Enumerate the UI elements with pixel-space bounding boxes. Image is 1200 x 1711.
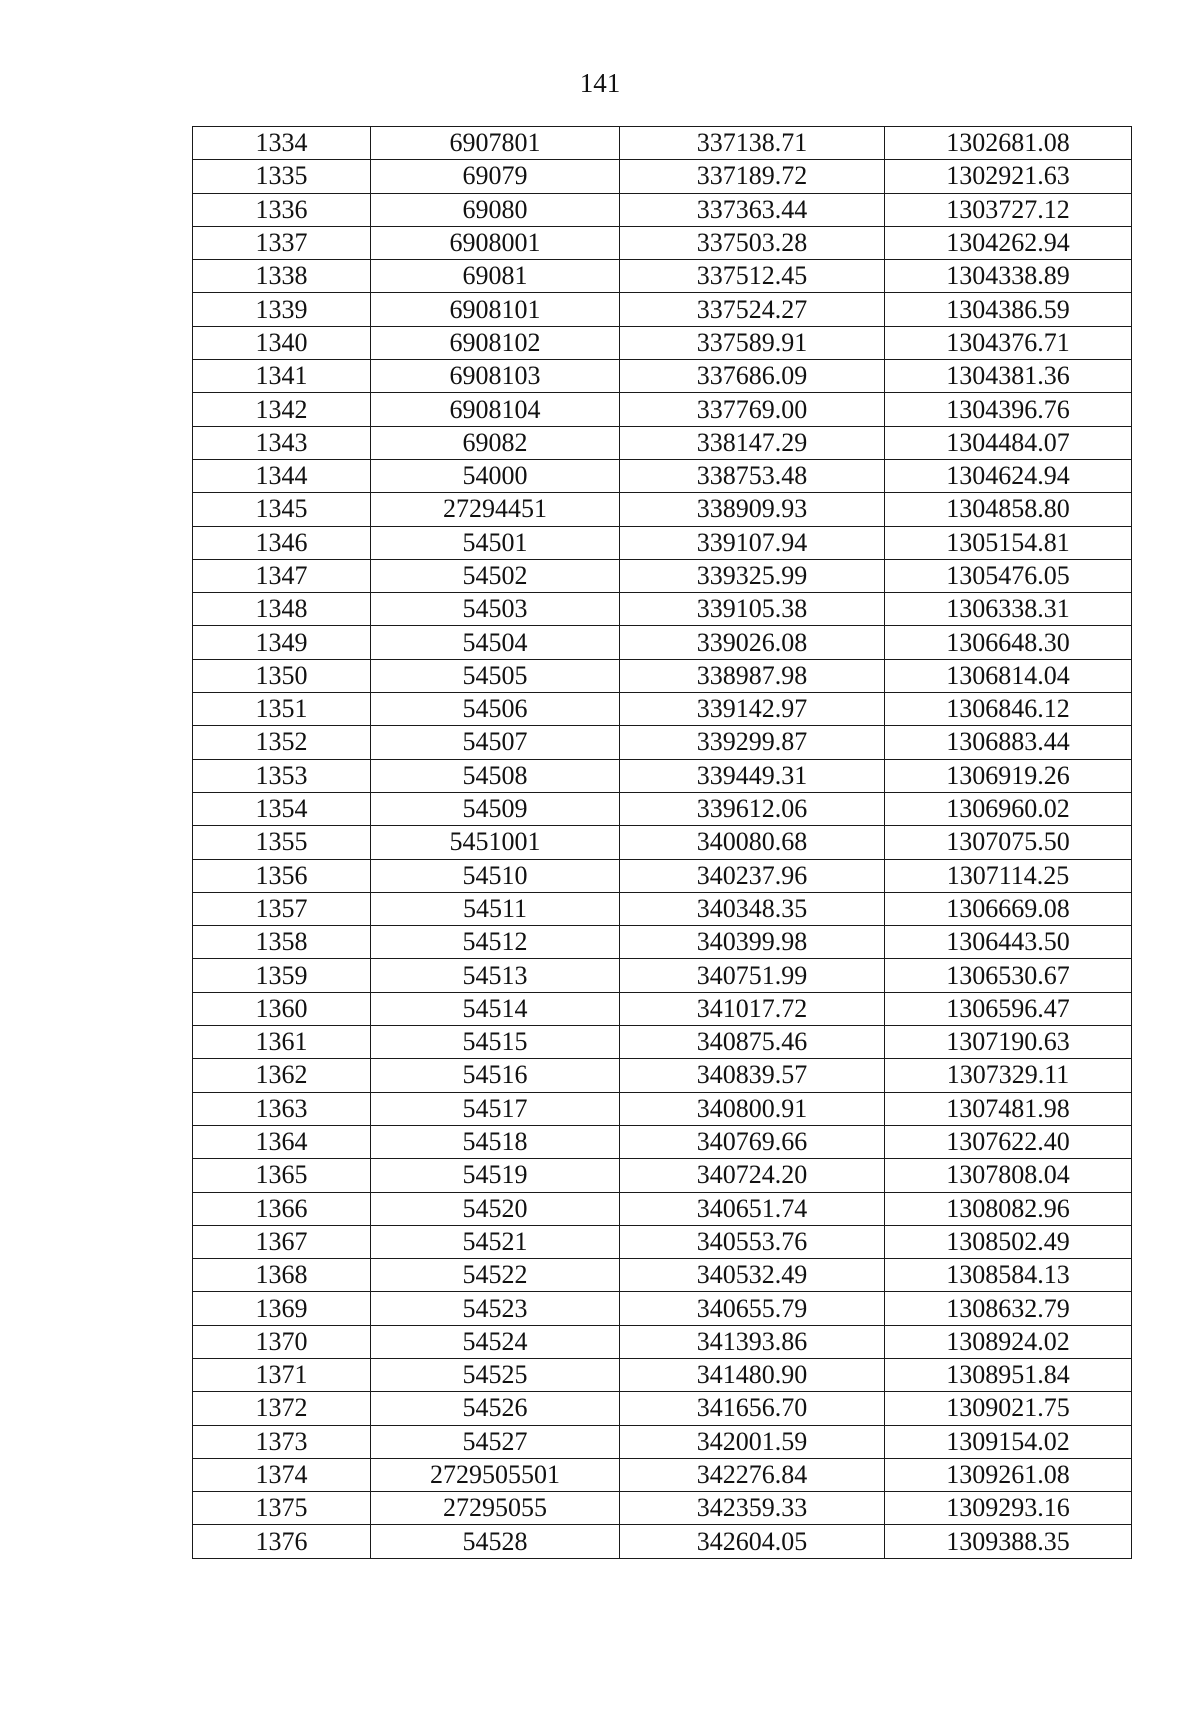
y-coordinate-cell: 1307481.98	[885, 1092, 1132, 1125]
x-coordinate-cell: 340800.91	[620, 1092, 885, 1125]
point-number-cell: 1369	[193, 1292, 371, 1325]
point-id-cell: 54520	[371, 1192, 620, 1225]
x-coordinate-cell: 340655.79	[620, 1292, 885, 1325]
table-row	[193, 892, 1132, 925]
point-number-cell: 1368	[193, 1259, 371, 1292]
table-row	[193, 759, 1132, 792]
x-coordinate-cell: 340875.46	[620, 1026, 885, 1059]
point-id-cell: 27295055	[371, 1492, 620, 1525]
point-id-cell: 69079	[371, 160, 620, 193]
x-coordinate-cell: 337503.28	[620, 226, 885, 259]
point-id-cell: 2729505501	[371, 1458, 620, 1491]
page-number: 141	[579, 68, 621, 98]
y-coordinate-cell: 1308502.49	[885, 1225, 1132, 1258]
point-id-cell: 6908101	[371, 293, 620, 326]
x-coordinate-cell: 341480.90	[620, 1358, 885, 1391]
point-number-cell: 1372	[193, 1392, 371, 1425]
table-row	[193, 1525, 1132, 1558]
y-coordinate-cell: 1304338.89	[885, 260, 1132, 293]
x-coordinate-cell: 340651.74	[620, 1192, 885, 1225]
y-coordinate-cell: 1306846.12	[885, 693, 1132, 726]
point-number-cell: 1349	[193, 626, 371, 659]
x-coordinate-cell: 338147.29	[620, 426, 885, 459]
y-coordinate-cell: 1306669.08	[885, 892, 1132, 925]
table-row	[193, 326, 1132, 359]
x-coordinate-cell: 342359.33	[620, 1492, 885, 1525]
point-id-cell: 6908103	[371, 360, 620, 393]
y-coordinate-cell: 1307329.11	[885, 1059, 1132, 1092]
point-number-cell: 1335	[193, 160, 371, 193]
table-row	[193, 1492, 1132, 1525]
point-number-cell: 1376	[193, 1525, 371, 1558]
point-number-cell: 1338	[193, 260, 371, 293]
point-number-cell: 1346	[193, 526, 371, 559]
x-coordinate-cell: 337363.44	[620, 193, 885, 226]
x-coordinate-cell: 339449.31	[620, 759, 885, 792]
y-coordinate-cell: 1306919.26	[885, 759, 1132, 792]
y-coordinate-cell: 1308951.84	[885, 1358, 1132, 1391]
point-number-cell: 1358	[193, 926, 371, 959]
y-coordinate-cell: 1305154.81	[885, 526, 1132, 559]
table-row	[193, 526, 1132, 559]
x-coordinate-cell: 340399.98	[620, 926, 885, 959]
point-number-cell: 1354	[193, 792, 371, 825]
y-coordinate-cell: 1306596.47	[885, 992, 1132, 1025]
x-coordinate-cell: 339299.87	[620, 726, 885, 759]
point-number-cell: 1345	[193, 493, 371, 526]
x-coordinate-cell: 338987.98	[620, 659, 885, 692]
point-id-cell: 54525	[371, 1358, 620, 1391]
table-row	[193, 1425, 1132, 1458]
point-number-cell: 1371	[193, 1358, 371, 1391]
point-number-cell: 1336	[193, 193, 371, 226]
y-coordinate-cell: 1302681.08	[885, 127, 1132, 160]
point-number-cell: 1341	[193, 360, 371, 393]
y-coordinate-cell: 1309261.08	[885, 1458, 1132, 1491]
y-coordinate-cell: 1307075.50	[885, 826, 1132, 859]
y-coordinate-cell: 1308082.96	[885, 1192, 1132, 1225]
point-number-cell: 1361	[193, 1026, 371, 1059]
point-id-cell: 54511	[371, 892, 620, 925]
y-coordinate-cell: 1304484.07	[885, 426, 1132, 459]
point-number-cell: 1359	[193, 959, 371, 992]
point-id-cell: 27294451	[371, 493, 620, 526]
point-number-cell: 1373	[193, 1425, 371, 1458]
point-number-cell: 1352	[193, 726, 371, 759]
x-coordinate-cell: 339612.06	[620, 792, 885, 825]
x-coordinate-cell: 338909.93	[620, 493, 885, 526]
y-coordinate-cell: 1304262.94	[885, 226, 1132, 259]
table-row	[193, 1325, 1132, 1358]
point-id-cell: 54524	[371, 1325, 620, 1358]
x-coordinate-cell: 342001.59	[620, 1425, 885, 1458]
x-coordinate-cell: 340839.57	[620, 1059, 885, 1092]
point-number-cell: 1375	[193, 1492, 371, 1525]
x-coordinate-cell: 337686.09	[620, 360, 885, 393]
point-id-cell: 54505	[371, 659, 620, 692]
point-number-cell: 1340	[193, 326, 371, 359]
point-id-cell: 54527	[371, 1425, 620, 1458]
point-id-cell: 54501	[371, 526, 620, 559]
point-id-cell: 6907801	[371, 127, 620, 160]
point-id-cell: 6908001	[371, 226, 620, 259]
point-number-cell: 1360	[193, 992, 371, 1025]
y-coordinate-cell: 1306814.04	[885, 659, 1132, 692]
point-number-cell: 1374	[193, 1458, 371, 1491]
point-id-cell: 69080	[371, 193, 620, 226]
point-number-cell: 1343	[193, 426, 371, 459]
y-coordinate-cell: 1307190.63	[885, 1026, 1132, 1059]
y-coordinate-cell: 1309154.02	[885, 1425, 1132, 1458]
y-coordinate-cell: 1307808.04	[885, 1159, 1132, 1192]
x-coordinate-cell: 340348.35	[620, 892, 885, 925]
table-row	[193, 1358, 1132, 1391]
table-row	[193, 859, 1132, 892]
point-id-cell: 54506	[371, 693, 620, 726]
table-row	[193, 693, 1132, 726]
y-coordinate-cell: 1308584.13	[885, 1259, 1132, 1292]
point-number-cell: 1334	[193, 127, 371, 160]
x-coordinate-cell: 337512.45	[620, 260, 885, 293]
table-row	[193, 626, 1132, 659]
table-row	[193, 659, 1132, 692]
point-id-cell: 54504	[371, 626, 620, 659]
x-coordinate-cell: 337189.72	[620, 160, 885, 193]
point-id-cell: 54514	[371, 992, 620, 1025]
x-coordinate-cell: 340724.20	[620, 1159, 885, 1192]
point-number-cell: 1362	[193, 1059, 371, 1092]
point-id-cell: 54502	[371, 559, 620, 592]
point-number-cell: 1348	[193, 593, 371, 626]
table-row	[193, 792, 1132, 825]
point-id-cell: 54515	[371, 1026, 620, 1059]
y-coordinate-cell: 1309021.75	[885, 1392, 1132, 1425]
x-coordinate-cell: 337769.00	[620, 393, 885, 426]
table-row	[193, 1059, 1132, 1092]
point-number-cell: 1350	[193, 659, 371, 692]
point-number-cell: 1364	[193, 1125, 371, 1158]
table-row	[193, 127, 1132, 160]
point-id-cell: 54503	[371, 593, 620, 626]
point-id-cell: 54510	[371, 859, 620, 892]
x-coordinate-cell: 341393.86	[620, 1325, 885, 1358]
point-id-cell: 6908102	[371, 326, 620, 359]
table-row	[193, 1125, 1132, 1158]
y-coordinate-cell: 1306530.67	[885, 959, 1132, 992]
table-row	[193, 959, 1132, 992]
y-coordinate-cell: 1306338.31	[885, 593, 1132, 626]
point-id-cell: 54512	[371, 926, 620, 959]
y-coordinate-cell: 1304624.94	[885, 459, 1132, 492]
point-number-cell: 1342	[193, 393, 371, 426]
y-coordinate-cell: 1308632.79	[885, 1292, 1132, 1325]
table-row	[193, 426, 1132, 459]
y-coordinate-cell: 1304858.80	[885, 493, 1132, 526]
x-coordinate-cell: 340532.49	[620, 1259, 885, 1292]
point-id-cell: 54517	[371, 1092, 620, 1125]
point-number-cell: 1344	[193, 459, 371, 492]
x-coordinate-cell: 339026.08	[620, 626, 885, 659]
point-id-cell: 54519	[371, 1159, 620, 1192]
table-row	[193, 593, 1132, 626]
point-id-cell: 54522	[371, 1259, 620, 1292]
y-coordinate-cell: 1309293.16	[885, 1492, 1132, 1525]
x-coordinate-cell: 340080.68	[620, 826, 885, 859]
table-row	[193, 926, 1132, 959]
point-id-cell: 54528	[371, 1525, 620, 1558]
point-number-cell: 1339	[193, 293, 371, 326]
table-row	[193, 1092, 1132, 1125]
y-coordinate-cell: 1304381.36	[885, 360, 1132, 393]
x-coordinate-cell: 337589.91	[620, 326, 885, 359]
x-coordinate-cell: 339105.38	[620, 593, 885, 626]
x-coordinate-cell: 342276.84	[620, 1458, 885, 1491]
x-coordinate-cell: 342604.05	[620, 1525, 885, 1558]
x-coordinate-cell: 340751.99	[620, 959, 885, 992]
table-row	[193, 559, 1132, 592]
point-number-cell: 1356	[193, 859, 371, 892]
x-coordinate-cell: 340553.76	[620, 1225, 885, 1258]
point-number-cell: 1337	[193, 226, 371, 259]
x-coordinate-cell: 341017.72	[620, 992, 885, 1025]
table-row	[193, 226, 1132, 259]
y-coordinate-cell: 1308924.02	[885, 1325, 1132, 1358]
y-coordinate-cell: 1306648.30	[885, 626, 1132, 659]
table-row	[193, 260, 1132, 293]
point-id-cell: 54507	[371, 726, 620, 759]
point-id-cell: 54000	[371, 459, 620, 492]
y-coordinate-cell: 1304386.59	[885, 293, 1132, 326]
y-coordinate-cell: 1306960.02	[885, 792, 1132, 825]
table-row	[193, 1192, 1132, 1225]
point-id-cell: 6908104	[371, 393, 620, 426]
y-coordinate-cell: 1304376.71	[885, 326, 1132, 359]
x-coordinate-cell: 340769.66	[620, 1125, 885, 1158]
point-number-cell: 1370	[193, 1325, 371, 1358]
x-coordinate-cell: 339325.99	[620, 559, 885, 592]
table-row	[193, 393, 1132, 426]
y-coordinate-cell: 1304396.76	[885, 393, 1132, 426]
coordinate-table	[192, 126, 1132, 1559]
y-coordinate-cell: 1302921.63	[885, 160, 1132, 193]
table-row	[193, 826, 1132, 859]
table-row	[193, 459, 1132, 492]
point-id-cell: 54523	[371, 1292, 620, 1325]
table-body	[193, 127, 1132, 1559]
y-coordinate-cell: 1305476.05	[885, 559, 1132, 592]
point-id-cell: 5451001	[371, 826, 620, 859]
x-coordinate-cell: 338753.48	[620, 459, 885, 492]
point-id-cell: 54516	[371, 1059, 620, 1092]
point-number-cell: 1365	[193, 1159, 371, 1192]
table-row	[193, 726, 1132, 759]
table-row	[193, 360, 1132, 393]
y-coordinate-cell: 1309388.35	[885, 1525, 1132, 1558]
x-coordinate-cell: 337138.71	[620, 127, 885, 160]
point-id-cell: 54513	[371, 959, 620, 992]
point-number-cell: 1351	[193, 693, 371, 726]
y-coordinate-cell: 1306883.44	[885, 726, 1132, 759]
y-coordinate-cell: 1306443.50	[885, 926, 1132, 959]
point-number-cell: 1355	[193, 826, 371, 859]
point-number-cell: 1353	[193, 759, 371, 792]
table-row	[193, 1292, 1132, 1325]
y-coordinate-cell: 1307114.25	[885, 859, 1132, 892]
table-row	[193, 1458, 1132, 1491]
point-id-cell: 54521	[371, 1225, 620, 1258]
table-row	[193, 1026, 1132, 1059]
y-coordinate-cell: 1307622.40	[885, 1125, 1132, 1158]
point-id-cell: 54518	[371, 1125, 620, 1158]
table-row	[193, 1225, 1132, 1258]
table-row	[193, 293, 1132, 326]
x-coordinate-cell: 337524.27	[620, 293, 885, 326]
x-coordinate-cell: 340237.96	[620, 859, 885, 892]
point-number-cell: 1366	[193, 1192, 371, 1225]
x-coordinate-cell: 339142.97	[620, 693, 885, 726]
point-id-cell: 54509	[371, 792, 620, 825]
point-id-cell: 54526	[371, 1392, 620, 1425]
table-row	[193, 1392, 1132, 1425]
x-coordinate-cell: 339107.94	[620, 526, 885, 559]
point-id-cell: 54508	[371, 759, 620, 792]
x-coordinate-cell: 341656.70	[620, 1392, 885, 1425]
point-number-cell: 1363	[193, 1092, 371, 1125]
point-id-cell: 69081	[371, 260, 620, 293]
table-row	[193, 1159, 1132, 1192]
point-number-cell: 1367	[193, 1225, 371, 1258]
table-row	[193, 160, 1132, 193]
point-number-cell: 1357	[193, 892, 371, 925]
table-row	[193, 1259, 1132, 1292]
table-row	[193, 992, 1132, 1025]
y-coordinate-cell: 1303727.12	[885, 193, 1132, 226]
point-number-cell: 1347	[193, 559, 371, 592]
table-row	[193, 493, 1132, 526]
point-id-cell: 69082	[371, 426, 620, 459]
table-row	[193, 193, 1132, 226]
